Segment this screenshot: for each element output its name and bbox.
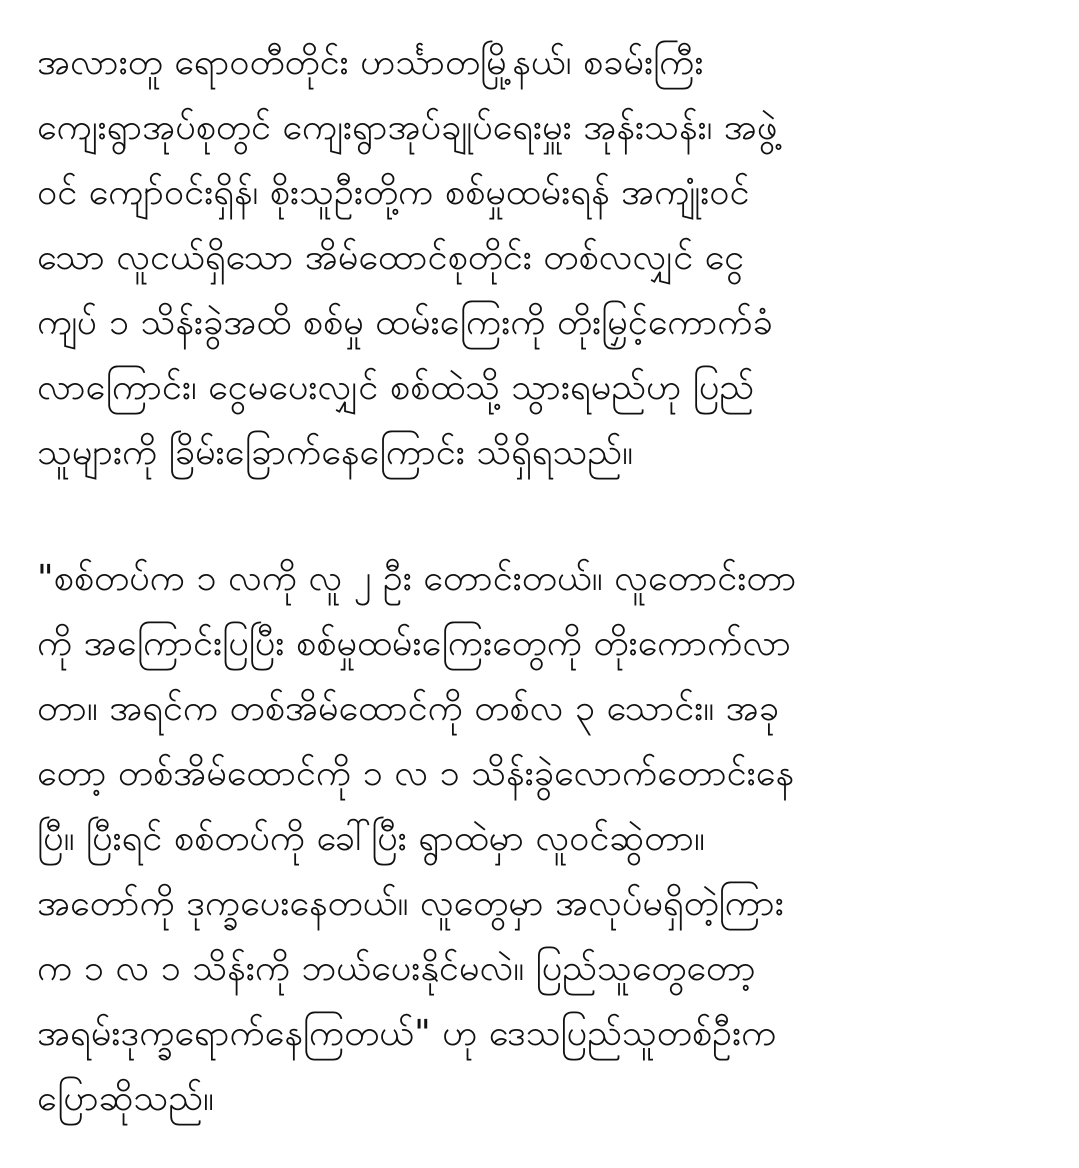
- text-line: တော့ တစ်အိမ်ထောင်ကို ၁ လ ၁ သိန်းခွဲလောက်တောင်းနေ: [37, 753, 794, 794]
- text-line: "စစ်တပ်က ၁ လကို လူ ၂ ဦး တောင်းတယ်။ လူတောင်းတာ: [37, 558, 797, 599]
- text-line: အတော်ကို ဒုက္ခပေးနေတယ်။ လူတွေမှာ အလုပ်မရှိတဲ့ကြား: [37, 883, 784, 924]
- text-line: ကို အကြောင်းပြပြီး စစ်မှုထမ်းကြေးတွေကို တိုးကောက်လာ: [37, 623, 791, 664]
- text-line: က ၁ လ ၁ သိန်းကို ဘယ်ပေးနိုင်မလဲ။ ပြည်သူတွေတော့: [37, 948, 756, 989]
- text-line: တာ။ အရင်က တစ်အိမ်ထောင်ကို တစ်လ ၃ သောင်း။ အခု: [37, 688, 779, 729]
- text-line: သူများကို ခြိမ်းခြောက်နေကြောင်း သိရှိရသည်။: [37, 432, 633, 473]
- text-line: အလားတူ ရောဝတီတိုင်း ဟင်္သာတမြို့နယ်၊ စခမ်းကြီး: [37, 42, 704, 83]
- text-line: ကျေးရွာအုပ်စုတွင် ကျေးရွာအုပ်ချုပ်ရေးမှူး အုန်းသန်း၊ အဖွဲ့: [37, 107, 778, 148]
- text-line: သော လူငယ်ရှိသော အိမ်ထောင်စုတိုင်း တစ်လလျှင် ငွေ: [37, 237, 745, 278]
- text-line: ကျပ် ၁ သိန်းခွဲအထိ စစ်မှု ထမ်းကြေးကို တိုးမြှင့်ကောက်ခံ: [37, 302, 773, 343]
- text-line: ပြောဆိုသည်။: [37, 1078, 214, 1119]
- text-line: လာကြောင်း၊ ငွေမပေးလျှင် စစ်ထဲသို့ သွားရမည်ဟု ပြည်: [37, 367, 755, 408]
- text-line: ပြီ။ ပြီးရင် စစ်တပ်ကို ခေါ်ပြီး ရွာထဲမှာ လူဝင်ဆွဲတာ။: [37, 818, 705, 859]
- text-line: ဝင် ကျော်ဝင်းရှိန်၊ စိုးသူဦးတို့က စစ်မှုထမ်းရန် အကျုံးဝင်: [37, 172, 750, 213]
- article-paragraph-2: [37, 546, 1047, 1131]
- text-line: အရမ်းဒုက္ခရောက်နေကြတယ်" ဟု ဒေသပြည်သူတစ်ဦးက: [37, 1013, 777, 1054]
- article-paragraph-1: [37, 30, 1047, 485]
